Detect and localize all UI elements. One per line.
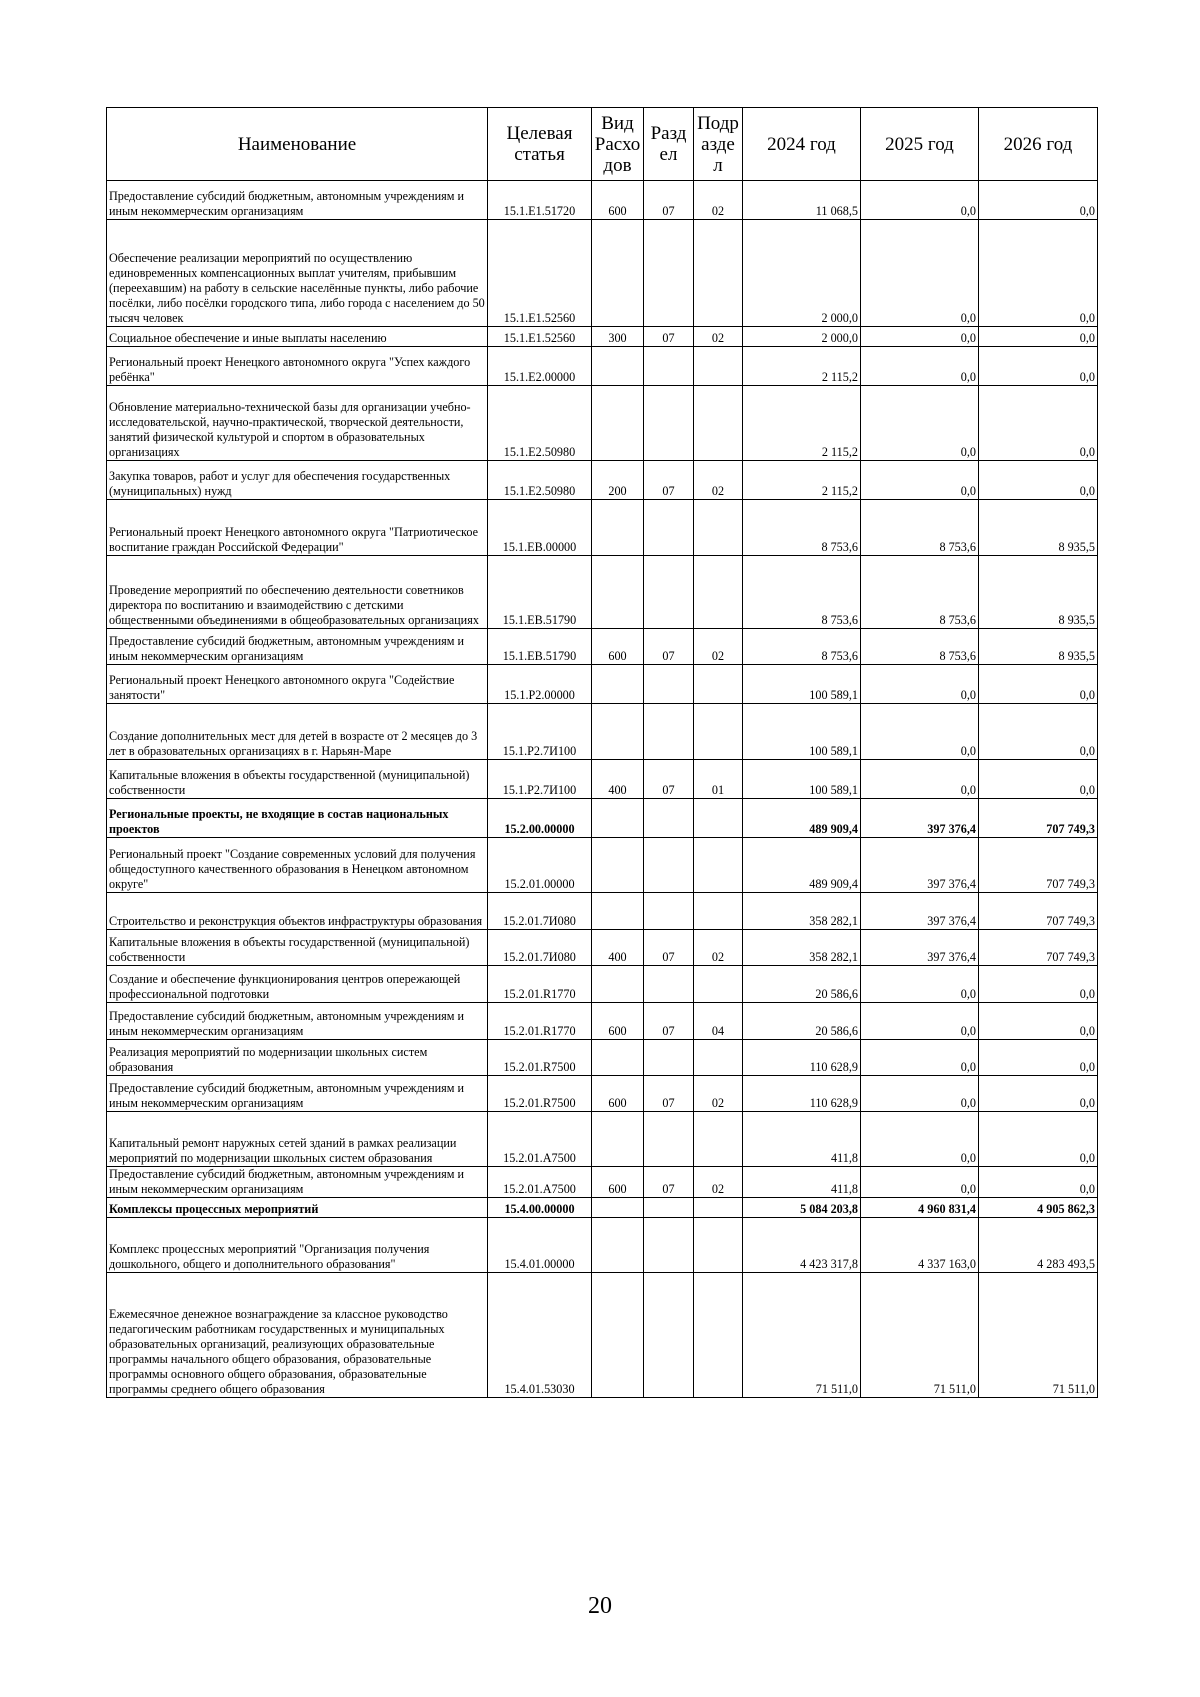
cell-y2025: 0,0 [861,966,979,1003]
cell-y2025: 0,0 [861,386,979,461]
table-row [107,1273,1098,1398]
cell-name: Капитальный ремонт наружных сетей зданий в рамках реализации мероприятий по модернизации школьных систем образования [107,1112,488,1167]
cell-type [592,704,644,760]
cell-subsection: 02 [694,629,743,665]
table-row [107,799,1098,838]
cell-code: 15.2.01.A7500 [488,1167,592,1198]
cell-y2026: 0,0 [979,665,1098,704]
cell-name: Капитальные вложения в объекты государственной (муниципальной) собственности [107,760,488,799]
cell-section: 07 [644,1076,694,1112]
cell-code: 15.1.E2.50980 [488,386,592,461]
cell-type: 400 [592,930,644,966]
cell-type [592,1218,644,1273]
cell-type [592,665,644,704]
cell-section [644,704,694,760]
cell-y2026: 707 749,3 [979,799,1098,838]
table-row [107,386,1098,461]
cell-name: Региональный проект Ненецкого автономного округа "Содействие занятости" [107,665,488,704]
cell-type [592,1112,644,1167]
cell-section: 07 [644,461,694,500]
cell-subsection [694,966,743,1003]
cell-section [644,500,694,556]
cell-y2025: 397 376,4 [861,930,979,966]
cell-y2026: 0,0 [979,1040,1098,1076]
table-row [107,1112,1098,1167]
cell-section [644,1040,694,1076]
cell-y2024: 489 909,4 [743,799,861,838]
cell-subsection [694,665,743,704]
cell-y2025: 0,0 [861,327,979,347]
cell-section [644,1273,694,1398]
cell-y2024: 358 282,1 [743,893,861,930]
cell-y2024: 11 068,5 [743,181,861,220]
cell-code: 15.2.01.R1770 [488,966,592,1003]
cell-code: 15.1.E1.51720 [488,181,592,220]
table-row [107,704,1098,760]
cell-y2024: 411,8 [743,1112,861,1167]
cell-section: 07 [644,930,694,966]
cell-name: Ежемесячное денежное вознаграждение за классное руководство педагогическим работникам государственных и муниципальных образовательных организаций, реализующих образовательные программы начального общего образования, образовательные программы основного общего образования, образовательные программы среднего общего образования [107,1273,488,1398]
cell-y2026: 0,0 [979,1167,1098,1198]
cell-subsection: 01 [694,760,743,799]
cell-type [592,838,644,893]
cell-type [592,1198,644,1218]
cell-y2025: 397 376,4 [861,893,979,930]
table-row [107,665,1098,704]
cell-subsection: 02 [694,1167,743,1198]
cell-code: 15.1.P2.7И100 [488,704,592,760]
cell-section: 07 [644,629,694,665]
cell-section [644,220,694,327]
cell-name: Предоставление субсидий бюджетным, автономным учреждениям и иным некоммерческим организациям [107,1076,488,1112]
cell-type: 300 [592,327,644,347]
cell-y2026: 0,0 [979,220,1098,327]
cell-name: Социальное обеспечение и иные выплаты населению [107,327,488,347]
cell-name: Закупка товаров, работ и услуг для обеспечения государственных (муниципальных) нужд [107,461,488,500]
budget-table [106,107,1098,1398]
cell-code: 15.2.01.00000 [488,838,592,893]
cell-y2024: 100 589,1 [743,665,861,704]
cell-subsection [694,220,743,327]
cell-code: 15.1.P2.00000 [488,665,592,704]
cell-y2024: 2 115,2 [743,461,861,500]
cell-code: 15.4.01.53030 [488,1273,592,1398]
cell-code: 15.4.01.00000 [488,1218,592,1273]
cell-y2024: 2 115,2 [743,386,861,461]
cell-name: Строительство и реконструкция объектов инфраструктуры образования [107,893,488,930]
cell-y2024: 110 628,9 [743,1040,861,1076]
cell-name: Региональный проект "Создание современных условий для получения общедоступного качественного образования в Ненецком автономном округе" [107,838,488,893]
cell-type: 600 [592,1003,644,1040]
cell-y2025: 397 376,4 [861,799,979,838]
cell-y2024: 2 000,0 [743,220,861,327]
cell-type [592,966,644,1003]
cell-code: 15.4.00.00000 [488,1198,592,1218]
cell-code: 15.2.01.A7500 [488,1112,592,1167]
cell-subsection [694,1218,743,1273]
cell-type [592,1273,644,1398]
cell-section [644,893,694,930]
cell-subsection: 04 [694,1003,743,1040]
cell-section [644,556,694,629]
cell-subsection [694,893,743,930]
cell-y2024: 71 511,0 [743,1273,861,1398]
cell-y2025: 0,0 [861,704,979,760]
cell-section [644,799,694,838]
table-header-row [107,108,1098,181]
cell-section [644,386,694,461]
cell-type: 600 [592,1167,644,1198]
cell-code: 15.1.E1.52560 [488,220,592,327]
cell-y2025: 0,0 [861,181,979,220]
table-row [107,1003,1098,1040]
cell-code: 15.1.E2.00000 [488,347,592,386]
cell-y2024: 8 753,6 [743,556,861,629]
cell-type [592,799,644,838]
table-row [107,220,1098,327]
cell-code: 15.1.E1.52560 [488,327,592,347]
table-row [107,1167,1098,1198]
cell-code: 15.2.01.R1770 [488,1003,592,1040]
cell-type: 200 [592,461,644,500]
cell-code: 15.1.P2.7И100 [488,760,592,799]
cell-y2026: 8 935,5 [979,629,1098,665]
cell-name: Комплекс процессных мероприятий "Организация получения дошкольного, общего и дополнительного образования" [107,1218,488,1273]
table-row [107,1076,1098,1112]
cell-name: Обновление материально-технической базы для организации учебно-исследовательской, научно-практической, творческой деятельности, занятий физической культурой и спортом в образовательных организациях [107,386,488,461]
cell-y2025: 4 960 831,4 [861,1198,979,1218]
cell-code: 15.2.00.00000 [488,799,592,838]
cell-code: 15.2.01.7И080 [488,930,592,966]
header-name: Наименование [107,108,488,181]
cell-section [644,1112,694,1167]
cell-y2026: 0,0 [979,1112,1098,1167]
cell-subsection [694,500,743,556]
cell-section: 07 [644,181,694,220]
cell-y2024: 8 753,6 [743,500,861,556]
cell-name: Региональный проект Ненецкого автономного округа "Патриотическое воспитание граждан Российской Федерации" [107,500,488,556]
cell-y2026: 0,0 [979,966,1098,1003]
table-row [107,500,1098,556]
cell-section: 07 [644,1167,694,1198]
header-2026: 2026 год [979,108,1098,181]
cell-y2024: 8 753,6 [743,629,861,665]
cell-y2026: 0,0 [979,704,1098,760]
cell-code: 15.2.01.R7500 [488,1040,592,1076]
table-row [107,838,1098,893]
cell-name: Предоставление субсидий бюджетным, автономным учреждениям и иным некоммерческим организациям [107,629,488,665]
table-row [107,181,1098,220]
table-row [107,1040,1098,1076]
cell-code: 15.2.01.7И080 [488,893,592,930]
cell-code: 15.2.01.R7500 [488,1076,592,1112]
cell-y2026: 0,0 [979,1003,1098,1040]
cell-y2024: 358 282,1 [743,930,861,966]
cell-y2024: 110 628,9 [743,1076,861,1112]
cell-subsection [694,556,743,629]
cell-subsection: 02 [694,461,743,500]
cell-section [644,838,694,893]
cell-code: 15.1.EB.00000 [488,500,592,556]
cell-y2025: 0,0 [861,461,979,500]
header-subsection: Подр азде л [694,108,743,181]
cell-section [644,665,694,704]
cell-y2026: 71 511,0 [979,1273,1098,1398]
cell-name: Предоставление субсидий бюджетным, автономным учреждениям и иным некоммерческим организациям [107,181,488,220]
header-section: Разд ел [644,108,694,181]
cell-y2026: 707 749,3 [979,930,1098,966]
cell-y2025: 397 376,4 [861,838,979,893]
cell-y2026: 8 935,5 [979,556,1098,629]
cell-y2025: 0,0 [861,1167,979,1198]
cell-type: 600 [592,629,644,665]
table-row [107,629,1098,665]
cell-type: 600 [592,181,644,220]
header-2024: 2024 год [743,108,861,181]
cell-y2026: 0,0 [979,327,1098,347]
cell-subsection [694,704,743,760]
cell-subsection [694,347,743,386]
cell-y2025: 0,0 [861,1003,979,1040]
cell-subsection: 02 [694,1076,743,1112]
cell-section: 07 [644,760,694,799]
cell-y2025: 0,0 [861,220,979,327]
cell-name: Создание дополнительных мест для детей в возрасте от 2 месяцев до 3 лет в образовательных организациях в г. Нарьян-Маре [107,704,488,760]
cell-code: 15.1.EB.51790 [488,556,592,629]
table-row [107,1218,1098,1273]
cell-subsection [694,838,743,893]
cell-section: 07 [644,327,694,347]
cell-section: 07 [644,1003,694,1040]
cell-y2026: 4 283 493,5 [979,1218,1098,1273]
header-type: Вид Расхо дов [592,108,644,181]
cell-y2026: 0,0 [979,347,1098,386]
cell-y2025: 8 753,6 [861,556,979,629]
cell-type [592,347,644,386]
table-row [107,1198,1098,1218]
cell-name: Региональный проект Ненецкого автономного округа "Успех каждого ребёнка" [107,347,488,386]
cell-y2026: 707 749,3 [979,893,1098,930]
cell-name: Проведение мероприятий по обеспечению деятельности советников директора по воспитанию и взаимодействию с детскими общественными объединениями в общеобразовательных организациях [107,556,488,629]
cell-section [644,1218,694,1273]
table-row [107,930,1098,966]
cell-y2025: 0,0 [861,760,979,799]
table-row [107,893,1098,930]
cell-y2025: 8 753,6 [861,500,979,556]
cell-subsection [694,1040,743,1076]
table-row [107,461,1098,500]
cell-subsection: 02 [694,327,743,347]
page-number: 20 [588,1593,612,1619]
cell-y2024: 100 589,1 [743,760,861,799]
cell-type [592,500,644,556]
cell-type: 400 [592,760,644,799]
cell-y2024: 5 084 203,8 [743,1198,861,1218]
cell-subsection [694,1273,743,1398]
cell-y2024: 411,8 [743,1167,861,1198]
cell-y2025: 0,0 [861,347,979,386]
cell-type [592,220,644,327]
cell-y2025: 0,0 [861,665,979,704]
cell-code: 15.1.E2.50980 [488,461,592,500]
table-body [107,181,1098,1398]
cell-subsection [694,799,743,838]
cell-y2025: 4 337 163,0 [861,1218,979,1273]
table-row [107,966,1098,1003]
cell-y2026: 0,0 [979,181,1098,220]
cell-y2025: 71 511,0 [861,1273,979,1398]
table-row [107,347,1098,386]
cell-y2026: 0,0 [979,1076,1098,1112]
cell-y2025: 0,0 [861,1076,979,1112]
cell-section [644,1198,694,1218]
cell-type [592,1040,644,1076]
cell-name: Комплексы процессных мероприятий [107,1198,488,1218]
cell-y2024: 100 589,1 [743,704,861,760]
table-row [107,327,1098,347]
cell-y2024: 20 586,6 [743,1003,861,1040]
cell-y2026: 0,0 [979,461,1098,500]
table-row [107,760,1098,799]
cell-y2024: 20 586,6 [743,966,861,1003]
cell-subsection: 02 [694,181,743,220]
cell-type [592,893,644,930]
cell-name: Капитальные вложения в объекты государственной (муниципальной) собственности [107,930,488,966]
cell-y2024: 2 000,0 [743,327,861,347]
cell-name: Региональные проекты, не входящие в состав национальных проектов [107,799,488,838]
cell-type [592,556,644,629]
cell-y2026: 0,0 [979,386,1098,461]
cell-section [644,966,694,1003]
cell-y2024: 4 423 317,8 [743,1218,861,1273]
cell-y2026: 0,0 [979,760,1098,799]
cell-y2024: 489 909,4 [743,838,861,893]
cell-y2025: 0,0 [861,1040,979,1076]
cell-name: Обеспечение реализации мероприятий по осуществлению единовременных компенсационных выплат учителям, прибывшим (переехавшим) на работу в сельские населённые пункты, либо рабочие посёлки, либо посёлки городского типа, либо города с населением до 50 тысяч человек [107,220,488,327]
cell-y2024: 2 115,2 [743,347,861,386]
header-target: Целевая статья [488,108,592,181]
cell-name: Предоставление субсидий бюджетным, автономным учреждениям и иным некоммерческим организациям [107,1167,488,1198]
cell-y2026: 4 905 862,3 [979,1198,1098,1218]
cell-type: 600 [592,1076,644,1112]
cell-y2025: 0,0 [861,1112,979,1167]
cell-subsection [694,1112,743,1167]
cell-subsection [694,386,743,461]
cell-section [644,347,694,386]
cell-code: 15.1.EB.51790 [488,629,592,665]
cell-name: Создание и обеспечение функционирования центров опережающей профессиональной подготовки [107,966,488,1003]
cell-subsection: 02 [694,930,743,966]
header-2025: 2025 год [861,108,979,181]
table-row [107,556,1098,629]
cell-y2026: 8 935,5 [979,500,1098,556]
cell-y2025: 8 753,6 [861,629,979,665]
cell-name: Предоставление субсидий бюджетным, автономным учреждениям и иным некоммерческим организациям [107,1003,488,1040]
cell-y2026: 707 749,3 [979,838,1098,893]
cell-type [592,386,644,461]
cell-name: Реализация мероприятий по модернизации школьных систем образования [107,1040,488,1076]
cell-subsection [694,1198,743,1218]
